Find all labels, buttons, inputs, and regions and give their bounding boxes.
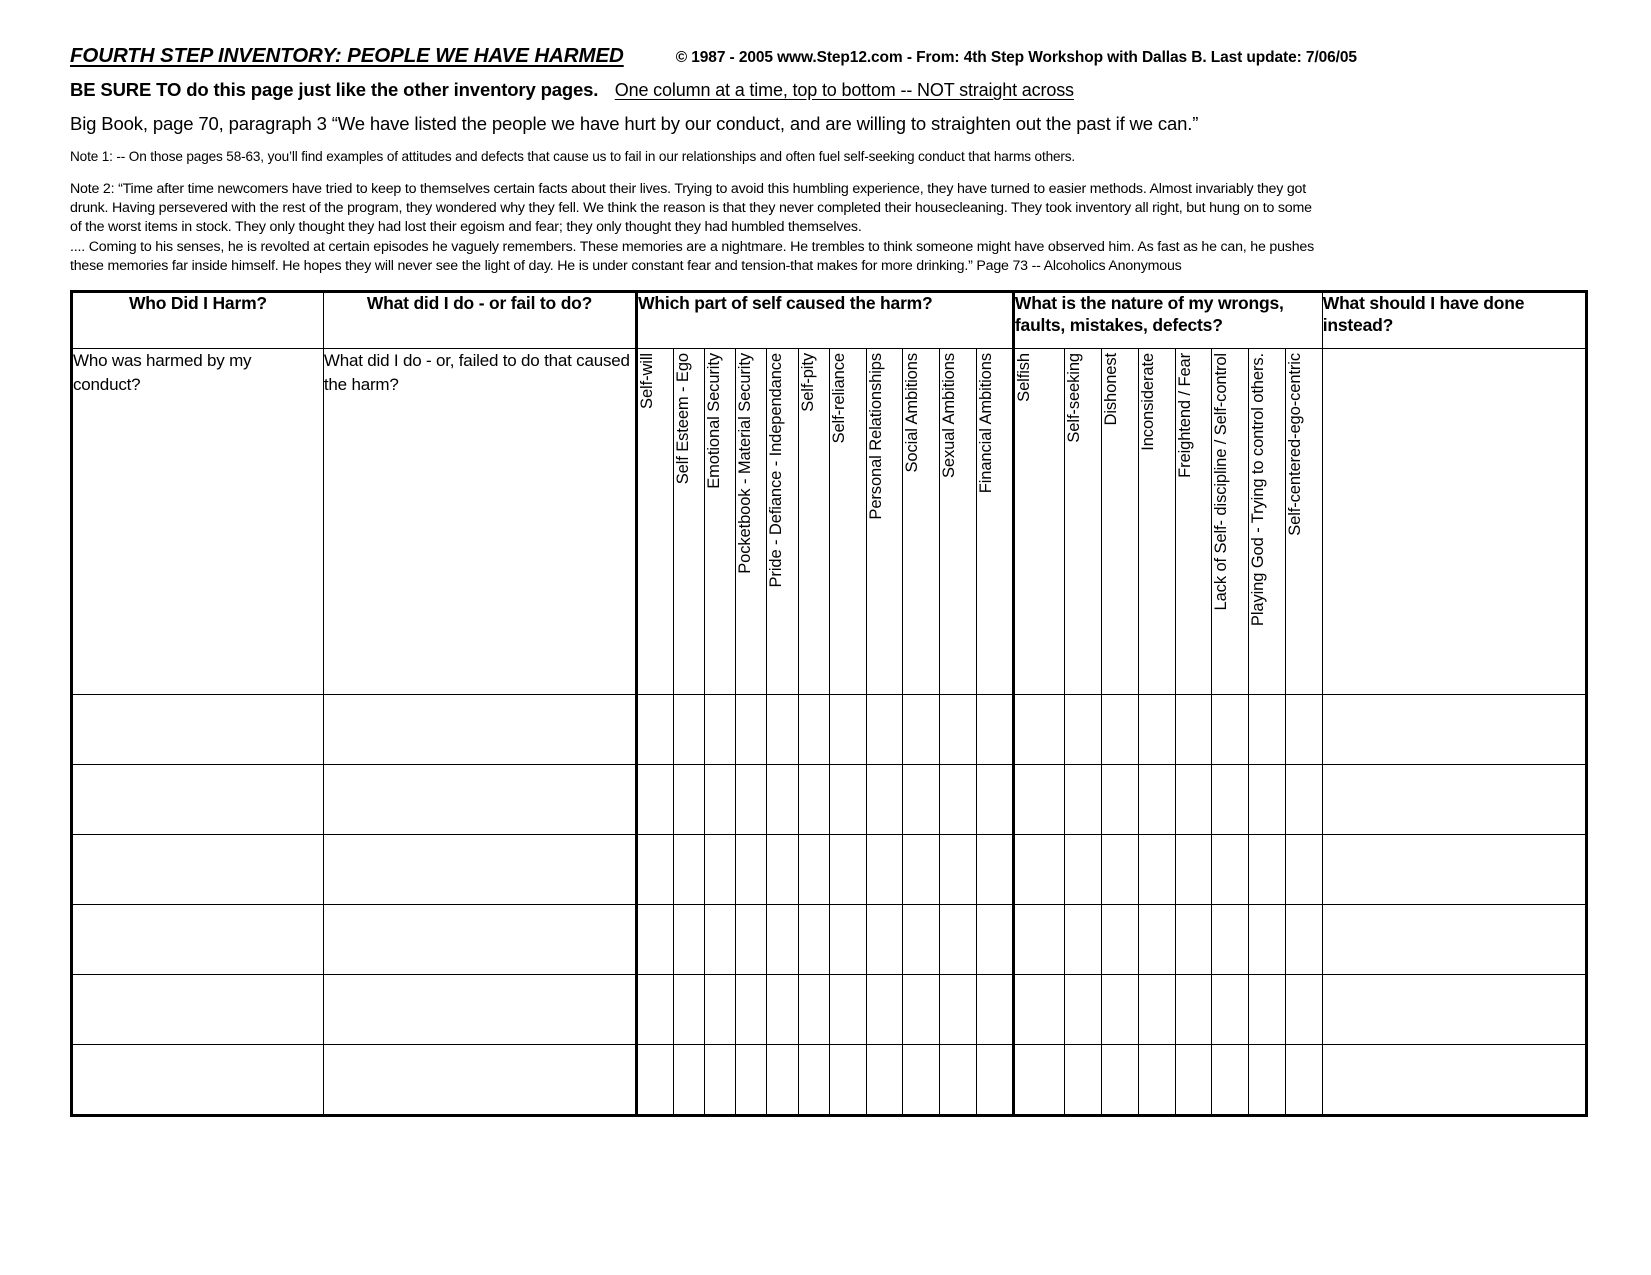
table-cell[interactable] xyxy=(1212,975,1249,1045)
table-cell[interactable] xyxy=(829,765,866,835)
table-cell[interactable] xyxy=(1212,835,1249,905)
table-cell[interactable] xyxy=(736,765,767,835)
table-cell[interactable] xyxy=(1175,905,1212,975)
table-cell[interactable] xyxy=(1101,1045,1138,1116)
table-cell[interactable] xyxy=(903,835,940,905)
table-cell[interactable] xyxy=(767,835,798,905)
header-what-did-i-do: What did I do - or fail to do? xyxy=(323,292,636,349)
instruction-primary: BE SURE TO do this page just like the other inventory pages. xyxy=(70,79,599,100)
table-cell[interactable] xyxy=(1138,905,1175,975)
vcol-financial-ambitions: Financial Ambitions xyxy=(977,349,1014,695)
table-cell[interactable] xyxy=(829,695,866,765)
table-cell[interactable] xyxy=(1212,1045,1249,1116)
table-cell[interactable] xyxy=(736,1045,767,1116)
vcol-emotional-security: Emotional Security xyxy=(705,349,736,695)
table-cell[interactable] xyxy=(72,975,324,1045)
table-cell[interactable] xyxy=(72,765,324,835)
note-2 xyxy=(70,180,1589,277)
table-cell[interactable] xyxy=(940,765,977,835)
table-cell[interactable] xyxy=(1065,905,1102,975)
table-cell[interactable] xyxy=(1322,765,1586,835)
table-cell[interactable] xyxy=(977,695,1014,765)
table-cell[interactable] xyxy=(1065,1045,1102,1116)
table-cell[interactable] xyxy=(977,1045,1014,1116)
table-cell[interactable] xyxy=(940,905,977,975)
vcol-social-ambitions: Social Ambitions xyxy=(903,349,940,695)
table-cell[interactable] xyxy=(1175,695,1212,765)
table-cell[interactable] xyxy=(705,905,736,975)
vcol-lack-of-self-discipline: Lack of Self- discipline / Self-control xyxy=(1212,349,1249,695)
table-cell[interactable] xyxy=(323,835,636,905)
table-cell[interactable] xyxy=(637,1045,674,1116)
header-who-did-i-harm: Who Did I Harm? xyxy=(72,292,324,349)
table-cell[interactable] xyxy=(705,765,736,835)
table-cell[interactable] xyxy=(1101,905,1138,975)
table-cell[interactable] xyxy=(673,765,704,835)
table-row xyxy=(72,905,1587,975)
table-row xyxy=(72,765,1587,835)
table-cell[interactable] xyxy=(1013,835,1064,905)
vcol-selfish: Selfish xyxy=(1013,349,1064,695)
header-which-part-of-self: Which part of self caused the harm? xyxy=(637,292,1014,349)
vcol-pride-defiance-independance: Pride - Defiance - Independance xyxy=(767,349,798,695)
table-cell[interactable] xyxy=(736,835,767,905)
table-cell[interactable] xyxy=(829,835,866,905)
table-cell[interactable] xyxy=(903,905,940,975)
table-cell[interactable] xyxy=(736,975,767,1045)
table-cell[interactable] xyxy=(1212,695,1249,765)
vcol-self-esteem-ego: Self Esteem - Ego xyxy=(673,349,704,695)
table-cell[interactable] xyxy=(1249,835,1286,905)
table-cell[interactable] xyxy=(1065,835,1102,905)
table-cell[interactable] xyxy=(1175,765,1212,835)
table-cell[interactable] xyxy=(1101,835,1138,905)
table-cell[interactable] xyxy=(673,1045,704,1116)
table-cell[interactable] xyxy=(903,695,940,765)
table-cell[interactable] xyxy=(1138,1045,1175,1116)
instruction-row xyxy=(70,79,1589,101)
table-cell[interactable] xyxy=(72,695,324,765)
table-row xyxy=(72,835,1587,905)
table-cell[interactable] xyxy=(940,1045,977,1116)
table-cell[interactable] xyxy=(767,975,798,1045)
table-cell[interactable] xyxy=(323,765,636,835)
note-2-line-2: drunk. Having persevered with the rest of the program, they wondered why they fell. We think the reason is that they never completed their housecleaning. They took inventory all right, but hung on to some xyxy=(70,200,1312,217)
cell-what-should-i-have-done[interactable] xyxy=(1322,349,1586,695)
table-cell[interactable] xyxy=(1249,695,1286,765)
table-cell[interactable] xyxy=(673,975,704,1045)
table-cell[interactable] xyxy=(866,695,903,765)
table-header-row xyxy=(72,292,1587,349)
table-cell[interactable] xyxy=(673,835,704,905)
note-2-line-5: these memories far inside himself. He hopes they will never see the light of day. He is under constant fear and tension-that makes for more drinking.” Page 73 -- Alcoholics Anonymous xyxy=(70,258,1182,274)
table-cell[interactable] xyxy=(1322,905,1586,975)
table-cell[interactable] xyxy=(323,975,636,1045)
vertical-label-row xyxy=(72,349,1587,695)
table-cell[interactable] xyxy=(1101,695,1138,765)
table-cell[interactable] xyxy=(736,905,767,975)
table-cell[interactable] xyxy=(977,835,1014,905)
table-cell[interactable] xyxy=(1013,975,1064,1045)
table-cell[interactable] xyxy=(798,975,829,1045)
table-cell[interactable] xyxy=(72,835,324,905)
table-cell[interactable] xyxy=(1065,765,1102,835)
table-cell[interactable] xyxy=(72,1045,324,1116)
big-book-quote: Big Book, page 70, paragraph 3 “We have listed the people we have hurt by our conduct, and are willing to straighten out the past if we can.” xyxy=(70,113,1199,134)
table-cell[interactable] xyxy=(637,835,674,905)
table-cell[interactable] xyxy=(940,975,977,1045)
table-cell[interactable] xyxy=(637,765,674,835)
table-cell[interactable] xyxy=(1249,975,1286,1045)
table-cell[interactable] xyxy=(1322,695,1586,765)
table-cell[interactable] xyxy=(977,975,1014,1045)
vcol-self-reliance: Self-reliance xyxy=(829,349,866,695)
table-cell[interactable] xyxy=(1013,905,1064,975)
table-cell[interactable] xyxy=(673,695,704,765)
table-cell[interactable] xyxy=(903,765,940,835)
table-row xyxy=(72,975,1587,1045)
table-cell[interactable] xyxy=(637,975,674,1045)
table-cell[interactable] xyxy=(1322,835,1586,905)
table-cell[interactable] xyxy=(1212,765,1249,835)
table-cell[interactable] xyxy=(1138,975,1175,1045)
table-cell[interactable] xyxy=(1175,975,1212,1045)
table-cell[interactable] xyxy=(940,695,977,765)
note-1: Note 1: -- On those pages 58-63, you’ll find examples of attitudes and defects that cause us to fail in our relationships and often fuel self-seeking conduct that harms others. xyxy=(70,149,1076,164)
table-cell[interactable] xyxy=(977,765,1014,835)
table-cell[interactable] xyxy=(866,905,903,975)
table-cell[interactable] xyxy=(1065,695,1102,765)
table-cell[interactable] xyxy=(977,905,1014,975)
table-row xyxy=(72,1045,1587,1116)
table-cell[interactable] xyxy=(1322,975,1586,1045)
table-cell[interactable] xyxy=(1285,975,1322,1045)
table-cell[interactable] xyxy=(767,1045,798,1116)
table-cell[interactable] xyxy=(798,1045,829,1116)
vcol-personal-relationships: Personal Relationships xyxy=(866,349,903,695)
table-cell[interactable] xyxy=(1285,905,1322,975)
table-cell[interactable] xyxy=(903,1045,940,1116)
table-cell[interactable] xyxy=(1101,975,1138,1045)
title-row xyxy=(70,44,1589,68)
page-title: FOURTH STEP INVENTORY: PEOPLE WE HAVE HARMED xyxy=(70,44,624,67)
table-cell[interactable] xyxy=(1249,765,1286,835)
table-cell[interactable] xyxy=(705,695,736,765)
table-cell[interactable] xyxy=(1065,975,1102,1045)
header-nature-of-wrongs: What is the nature of my wrongs, faults, mistakes, defects? xyxy=(1013,292,1322,349)
table-cell[interactable] xyxy=(798,905,829,975)
table-cell[interactable] xyxy=(1013,695,1064,765)
table-cell[interactable] xyxy=(72,905,324,975)
table-cell[interactable] xyxy=(829,1045,866,1116)
vcol-self-pity: Self-pity xyxy=(798,349,829,695)
table-cell[interactable] xyxy=(323,1045,636,1116)
vcol-self-centered-ego-centric: Self-centered-ego-centric xyxy=(1285,349,1322,695)
table-cell[interactable] xyxy=(767,695,798,765)
vcol-freightend-fear: Freightend / Fear xyxy=(1175,349,1212,695)
note-2-line-1: Note 2: “Time after time newcomers have tried to keep to themselves certain facts about their lives. Trying to avoid this humbling experience, they have turned to easier methods. Almost invariably they got xyxy=(70,180,1306,197)
table-cell[interactable] xyxy=(1138,835,1175,905)
table-cell[interactable] xyxy=(940,835,977,905)
instruction-secondary: One column at a time, top to bottom -- NOT straight across xyxy=(614,80,1074,100)
table-cell[interactable] xyxy=(1249,905,1286,975)
table-cell[interactable] xyxy=(1285,765,1322,835)
table-cell[interactable] xyxy=(829,905,866,975)
vcol-sexual-ambitions: Sexual Ambitions xyxy=(940,349,977,695)
table-cell[interactable] xyxy=(736,695,767,765)
table-cell[interactable] xyxy=(798,835,829,905)
table-cell[interactable] xyxy=(798,765,829,835)
table-cell[interactable] xyxy=(866,975,903,1045)
vcol-pocketbook-material-security: Pocketbook - Material Security xyxy=(736,349,767,695)
table-cell[interactable] xyxy=(866,765,903,835)
table-cell[interactable] xyxy=(637,695,674,765)
copyright-line: © 1987 - 2005 www.Step12.com - From: 4th Step Workshop with Dallas B. Last update: 7/06/05 xyxy=(675,49,1357,66)
table-cell[interactable] xyxy=(1138,765,1175,835)
table-cell[interactable] xyxy=(1013,765,1064,835)
table-cell[interactable] xyxy=(1138,695,1175,765)
vcol-self-seeking: Self-seeking xyxy=(1065,349,1102,695)
note-2-line-4: .... Coming to his senses, he is revolted at certain episodes he vaguely remembers. These memories are a nightmare. He trembles to think someone might have observed him. As fast as he can, he pushes xyxy=(70,238,1314,255)
table-cell[interactable] xyxy=(1285,1045,1322,1116)
table-cell[interactable] xyxy=(798,695,829,765)
table-cell[interactable] xyxy=(705,975,736,1045)
inventory-table xyxy=(70,290,1588,1117)
table-cell[interactable] xyxy=(1285,835,1322,905)
table-cell[interactable] xyxy=(323,905,636,975)
table-cell[interactable] xyxy=(705,1045,736,1116)
prompt-what-did-i-do: What did I do - or, failed to do that caused the harm? xyxy=(323,349,636,695)
table-cell[interactable] xyxy=(673,905,704,975)
table-cell[interactable] xyxy=(1175,835,1212,905)
table-cell[interactable] xyxy=(1013,1045,1064,1116)
table-cell[interactable] xyxy=(1175,1045,1212,1116)
table-cell[interactable] xyxy=(705,835,736,905)
table-cell[interactable] xyxy=(767,765,798,835)
table-cell[interactable] xyxy=(1285,695,1322,765)
vcol-playing-god: Playing God - Trying to control others. xyxy=(1249,349,1286,695)
table-row xyxy=(72,695,1587,765)
vcol-dishonest: Dishonest xyxy=(1101,349,1138,695)
table-cell[interactable] xyxy=(323,695,636,765)
table-cell[interactable] xyxy=(1249,1045,1286,1116)
table-cell[interactable] xyxy=(1322,1045,1586,1116)
table-cell[interactable] xyxy=(767,905,798,975)
table-cell[interactable] xyxy=(866,835,903,905)
table-cell[interactable] xyxy=(866,1045,903,1116)
vcol-self-will: Self-will xyxy=(637,349,674,695)
vcol-inconsiderate: Inconsiderate xyxy=(1138,349,1175,695)
header-what-should-i-have-done: What should I have done instead? xyxy=(1322,292,1586,349)
prompt-who-was-harmed: Who was harmed by my conduct? xyxy=(72,349,324,695)
table-cell[interactable] xyxy=(637,905,674,975)
table-cell[interactable] xyxy=(1101,765,1138,835)
table-cell[interactable] xyxy=(1212,905,1249,975)
note-2-line-3: of the worst items in stock. They only thought they had lost their egoism and fear; they only thought they had humbled themselves. xyxy=(70,219,862,236)
table-cell[interactable] xyxy=(829,975,866,1045)
table-cell[interactable] xyxy=(903,975,940,1045)
